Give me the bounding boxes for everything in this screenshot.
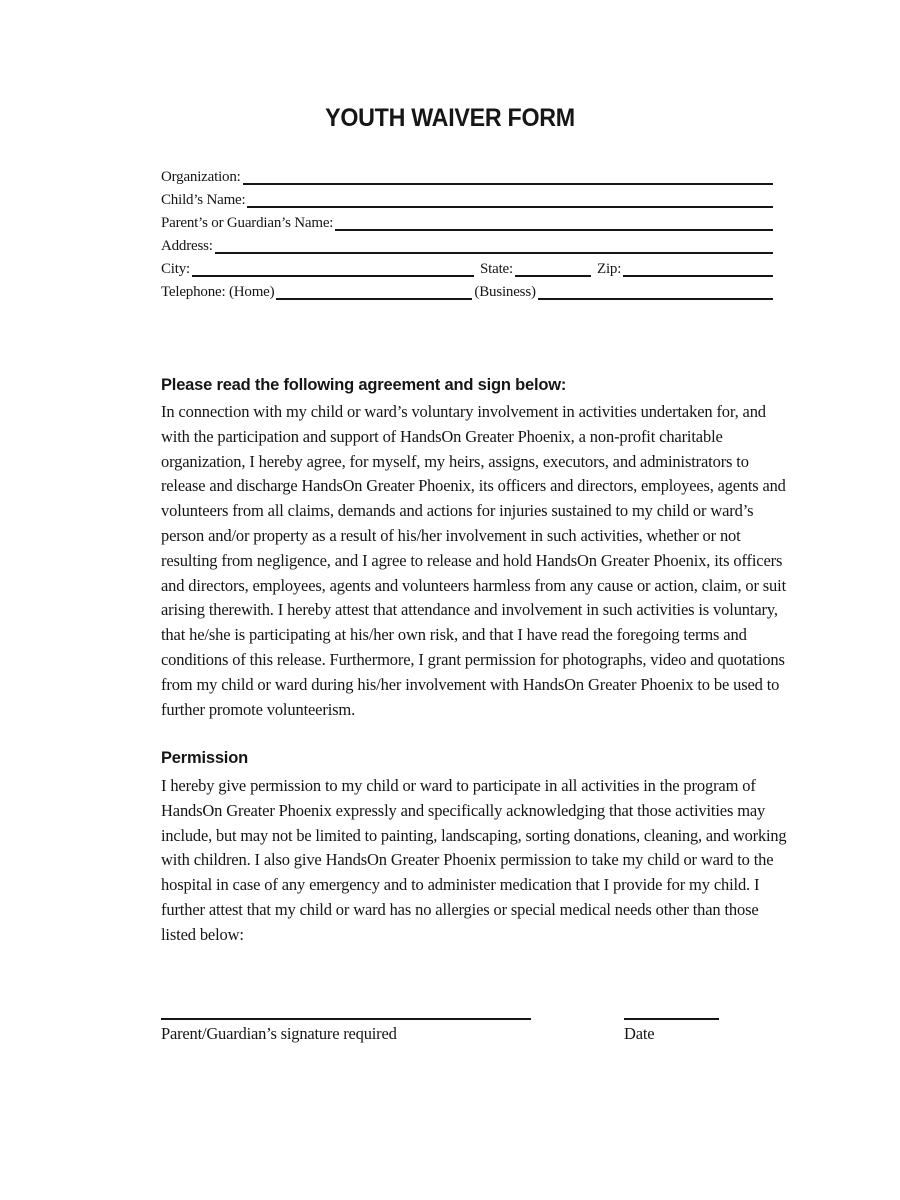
parent-name-field[interactable] bbox=[335, 217, 773, 231]
city-label: City: bbox=[161, 261, 191, 277]
text-line: HandsOn Greater Phoenix expressly and specifically acknowledging that those activities may bbox=[161, 800, 766, 820]
text-line: hospital in case of any emergency and to administer medication that I provide for my child. I bbox=[161, 875, 760, 895]
telephone-row bbox=[161, 279, 775, 302]
parent-name-label: Parent’s or Guardian’s Name: bbox=[161, 215, 334, 231]
permission-heading: Permission bbox=[161, 749, 248, 767]
organization-row bbox=[161, 164, 775, 187]
childs-name-field[interactable] bbox=[247, 194, 773, 208]
telephone-home-field[interactable] bbox=[276, 286, 472, 300]
text-line: with children. I also give HandsOn Greater Phoenix permission to take my child or ward to the bbox=[161, 850, 774, 870]
city-state-zip-row bbox=[161, 256, 775, 279]
agreement-text bbox=[161, 400, 786, 722]
telephone-home-label: Telephone: (Home) bbox=[161, 284, 275, 300]
address-field[interactable] bbox=[215, 240, 773, 254]
text-line: I hereby give permission to my child or ward to participate in all activities in the program of bbox=[161, 776, 756, 795]
state-field[interactable] bbox=[515, 263, 591, 277]
text-line: with the participation and support of HandsOn Greater Phoenix, a non-profit charitable bbox=[161, 426, 723, 446]
state-label: State: bbox=[480, 261, 513, 277]
text-line: listed below: bbox=[161, 924, 244, 944]
zip-field[interactable] bbox=[623, 263, 773, 277]
signature-line[interactable] bbox=[161, 1018, 531, 1020]
text-line: that he/she is participating at his/her own risk, and that I have read the foregoing terms and bbox=[161, 625, 747, 645]
text-line: volunteers from all claims, demands and actions for injuries sustained to my child or ward’s bbox=[161, 501, 754, 521]
text-line: further attest that my child or ward has no allergies or special medical needs other than those bbox=[161, 899, 759, 919]
text-line: In connection with my child or ward’s voluntary involvement in activities undertaken for, and bbox=[161, 402, 766, 421]
childs-name-label: Child’s Name: bbox=[161, 192, 246, 208]
text-line: and directors, employees, agents and volunteers harmless from any cause or action, claim, or suit bbox=[161, 575, 787, 595]
business-phone-field[interactable] bbox=[538, 286, 773, 300]
text-line: conditions of this release. Furthermore, I grant permission for photographs, video and quotations bbox=[161, 649, 785, 669]
text-line: from my child or ward during his/her involvement with HandsOn Greater Phoenix to be used to bbox=[161, 674, 780, 694]
organization-field[interactable] bbox=[243, 171, 773, 185]
permission-text bbox=[161, 774, 786, 948]
childs-name-row bbox=[161, 187, 775, 210]
text-line: release and discharge HandsOn Greater Phoenix, its officers and directors, employees, agents and bbox=[161, 476, 786, 496]
form-title: YOUTH WAIVER FORM bbox=[325, 104, 575, 132]
parent-name-row bbox=[161, 210, 775, 233]
text-line: resulting from negligence, and I agree to release and hold HandsOn Greater Phoenix, its officers bbox=[161, 550, 783, 570]
text-line: further promote volunteerism. bbox=[161, 699, 356, 719]
date-label: Date bbox=[624, 1024, 655, 1043]
text-line: organization, I hereby agree, for myself, my heirs, assigns, executors, and administrators to bbox=[161, 451, 749, 471]
text-line: arising therewith. I hereby attest that attendance and involvement in such activities is voluntary, bbox=[161, 600, 778, 620]
organization-label: Organization: bbox=[161, 169, 241, 185]
text-line: person and/or property as a result of his/her involvement in such activities, whether or not bbox=[161, 525, 741, 545]
text-line: include, but may not be limited to painting, landscaping, sorting donations, cleaning, and working bbox=[161, 825, 787, 845]
address-label: Address: bbox=[161, 238, 213, 254]
date-line[interactable] bbox=[624, 1018, 719, 1020]
business-phone-label: (Business) bbox=[474, 284, 536, 300]
agreement-heading: Please read the following agreement and sign below: bbox=[161, 376, 567, 394]
address-row bbox=[161, 233, 775, 256]
city-field[interactable] bbox=[192, 263, 474, 277]
zip-label: Zip: bbox=[596, 261, 622, 277]
contact-fields bbox=[161, 164, 775, 302]
signature-label: Parent/Guardian’s signature required bbox=[161, 1024, 397, 1043]
